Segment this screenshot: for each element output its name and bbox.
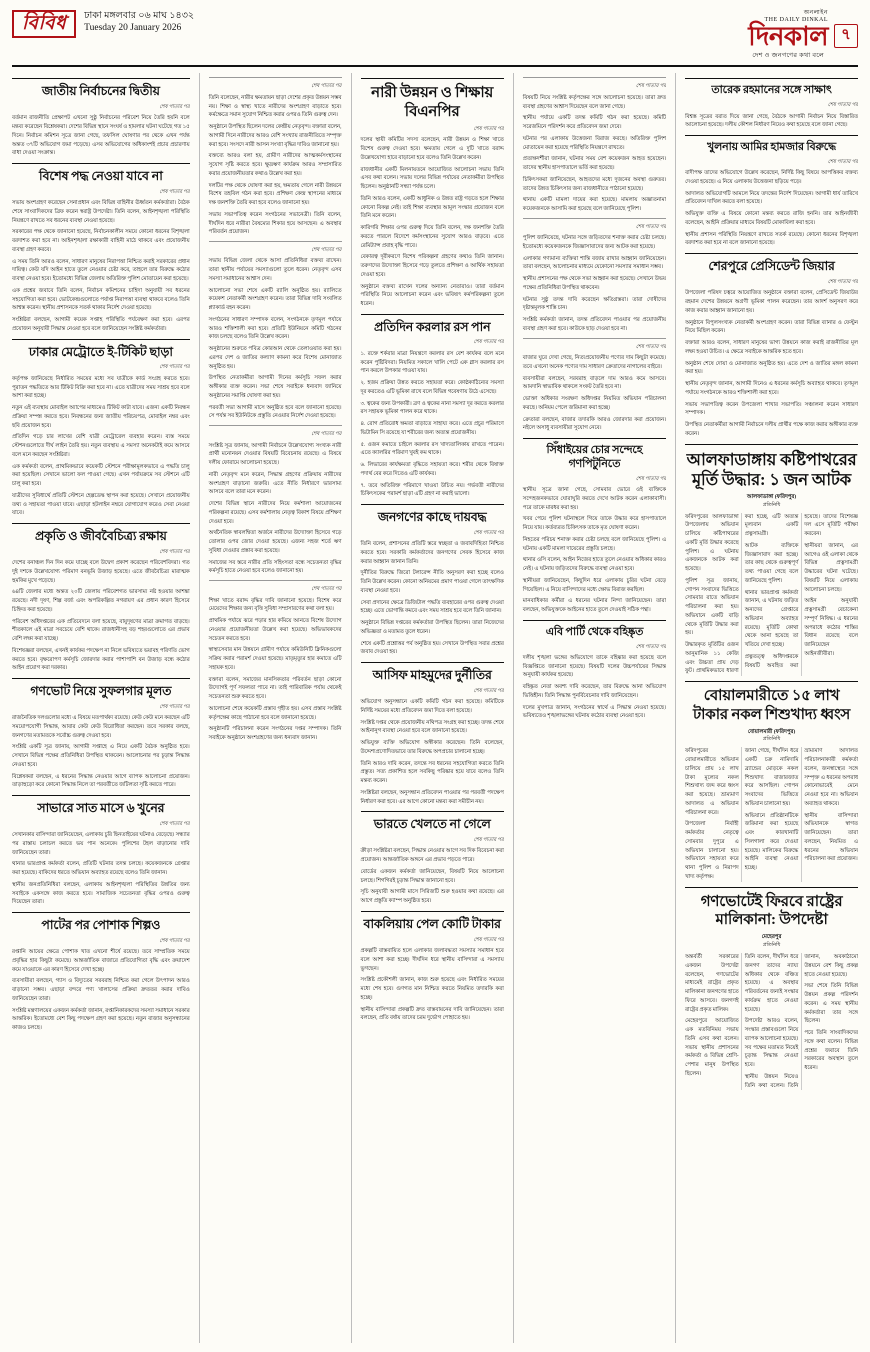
continued-from-label: শেষ পাতার পর — [635, 223, 667, 230]
continued-from-label: শেষ পাতার পর — [159, 937, 190, 944]
paragraph: থানার ভারপ্রাপ্ত কর্মকর্তা জানান, এ ঘটনায় জড়িত অন্যদের গ্রেপ্তারে অভিযান অব্যাহত রয়েছে। মূর্তিটি কোথা থেকে আনা হয়েছে তা খতিয়ে দেখা হচ্ছে। — [744, 589, 799, 649]
article-body — [209, 442, 342, 577]
paragraph: নিহতের পরিচয় শনাক্ত করার চেষ্টা চলছে বলে জানিয়েছে পুলিশ। এ ঘটনায় একটি মামলা দায়েরের প্রস্তুতি চলছে। — [522, 536, 667, 552]
paragraph: আইন অনুযায়ী প্রত্নসামগ্রী বেচাকেনা সম্পূর্ণ নিষিদ্ধ। এ ধরনের অপরাধে কঠোর শাস্তির বিধান রয়েছে বলে জানিয়েছেন আইনজীবীরা। — [804, 598, 858, 657]
paragraph: ঘটনার সুষ্ঠু তদন্ত দাবি করেছেন ক্ষতিগ্রস্তরা। তারা দোষীদের দৃষ্টান্তমূলক শাস্তি চান। — [522, 296, 667, 312]
paragraph: সংশ্লিষ্টরা বলছেন, আগামী কয়েক সপ্তাহ পরিস্থিতি পর্যবেক্ষণ করা হবে। এরপর প্রয়োজন অনুযায়ী সিদ্ধান্ত নেওয়া হবে বলে জানিয়েছেন সংশ্লিষ্ট কর্মকর্তারা। — [12, 317, 190, 332]
paragraph: সভায় বিভিন্ন জেলা থেকে আসা প্রতিনিধিরা বক্তব্য রাখেন। তারা স্থানীয় পর্যায়ের সমস্যাগুলো তুলে ধরেন। নেতৃবৃন্দ এসব সমস্যা সমাধানের আশ্বাস দেন। — [208, 258, 342, 282]
article-body — [12, 114, 190, 158]
paragraph: সভায় সভাপতিত্ব করেন সংগঠনের সভানেত্রী। তিনি বলেন, দীর্ঘদিন ধরে নারীরা বৈষম্যের শিকার হয়ে আসছেন। এ অবস্থার পরিবর্তন প্রয়োজন। — [208, 211, 342, 236]
paragraph: থানায় একটি মামলা দায়ের করা হয়েছে। মামলায় অজ্ঞাতনামা কয়েকজনকে আসামি করা হয়েছে বলে জানিয়েছে পুলিশ। — [522, 197, 667, 213]
paragraph: তিনি বলেছেন, নারীর ক্ষমতায়ন ছাড়া দেশের প্রকৃত উন্নয়ন সম্ভব নয়। শিক্ষা ও স্বাস্থ্য খাতে নারীদের অংশগ্রহণ বাড়াতে হবে। কর্মক্ষেত্রে সমান সুযোগ নিশ্চিত করার ওপরও তিনি গুরুত্ব দেন। — [208, 94, 342, 119]
article-col4-cont-2 — [523, 218, 666, 334]
article-women-development-part3 — [209, 425, 342, 576]
dateline-correspondent: প্রতিনিধি — [762, 942, 781, 948]
continued-from-label: শেষ পাতার পর — [473, 125, 504, 132]
section-rule — [12, 678, 190, 679]
headline[interactable]: গণভোটেই ফিরবে রাষ্ট্রের মালিকানা: উপদেষ্টা — [700, 893, 843, 929]
paragraph: ব্যবসায়ীরা বলছেন, সরবরাহ বাড়লে দাম আরও কমে আসবে। আমদানি স্বাভাবিক থাকলে সংকট তৈরি হবে না। — [522, 375, 667, 391]
headline[interactable]: জনগণের কাছে দায়বদ্ধ — [377, 510, 487, 525]
masthead-left — [12, 10, 194, 38]
paragraph: ব্যবসায়ীরা বলছেন, গ্যাস ও বিদ্যুতের সরবরাহ নিশ্চিত করা গেলে উৎপাদন আরও বাড়ানো সম্ভব। এছাড়া বন্দরে পণ্য খালাসের প্রক্রিয়া দ্রুততর করার দাবিও জানিয়েছেন তারা। — [12, 978, 190, 1002]
article-govt-pension — [12, 678, 190, 790]
brand-name: দিনকাল — [748, 22, 828, 52]
article-dhaka-e-ticket — [12, 339, 190, 518]
paragraph: ফরিদপুরের বোয়ালমারীতে অভিযান চালিয়ে প্রায় ১৫ লাখ টাকা মূল্যের নকল শিশুখাদ্য জব্দ করে ধ্বংস করা হয়েছে। ভ্রাম্যমাণ আদালত এ অভিযান পরিচালনা করে। — [685, 748, 739, 816]
article-body — [361, 947, 504, 1023]
paragraph: ১. রক্তে শর্করার মাত্রা নিয়ন্ত্রণে করলার রস বেশ কার্যকর বলে মনে করেন পুষ্টিবিদরা। নিয়মিত সকালে খালি পেটে এক গ্লাস করলার রস পান করলে উপকার পাওয়া যায়। — [360, 350, 504, 375]
paragraph: এলাকার গণ্যমান্য ব্যক্তিরা শান্তি বজায় রাখার আহ্বান জানিয়েছেন। তারা বলছেন, আলোচনার মাধ্যমে যেকোনো সমস্যার সমাধান সম্ভব। — [522, 255, 667, 271]
section-rule — [361, 314, 504, 315]
paragraph: সেখানকার বাসিন্দারা জানিয়েছেন, এলাকায় চুরি ছিনতাইয়ের ঘটনাও বেড়েছে। সন্ধ্যার পর রাস্তায় চলাচল করতে ভয় পান অনেকে। পুলিশের টহল বাড়ানোর দাবি জানিয়েছেন তারা। — [12, 832, 190, 856]
paragraph: তিনি আরও বলেন, একটি আধুনিক ও উন্নত রাষ্ট্র গড়তে হলে শিক্ষার কোনো বিকল্প নেই। তাই শিক্ষা ব্যবস্থার আমূল সংস্কার প্রয়োজন বলে তিনি মনে করেন। — [360, 195, 504, 220]
paragraph: বিশ্বস্ত সূত্রের বরাত দিয়ে জানা গেছে, বৈঠকে আগামী নির্বাচন নিয়ে বিস্তারিত আলোচনা হয়েছে। দলীয় কৌশল নির্ধারণ নিয়েও কথা হয়েছে বলে জানা গেছে। — [685, 113, 858, 129]
section-rule — [685, 78, 858, 79]
paragraph: সংশ্লিষ্ট একটি সূত্র জানায়, আগামী সপ্তাহে এ নিয়ে একটি বৈঠক অনুষ্ঠিত হবে। সেখানে বিভিন্ন পক্ষের প্রতিনিধিরা উপস্থিত থাকবেন। আলোচনার পর চূড়ান্ত সিদ্ধান্ত নেওয়া হবে। — [12, 744, 190, 768]
headline[interactable]: সিঁধাইয়ের চোর সন্দেহে গণপিটুনিতে — [546, 444, 643, 470]
paragraph: অভিযুক্ত ব্যক্তি এ বিষয়ে কোনো মন্তব্য করতে রাজি হননি। তার আইনজীবী বলেছেন, আইনি প্রক্রিয়ার মাধ্যমে বিষয়টি মোকাবিলা করা হবে। — [685, 211, 858, 226]
paragraph: ৬. লিভারের কার্যক্ষমতা বৃদ্ধিতে সহায়তা করে। শরীর থেকে বিষাক্ত পদার্থ বের করে দিতেও এটি কার্যকর। — [360, 462, 504, 477]
headline[interactable]: বাকলিয়ায় পেল কোটি টাকার — [363, 916, 501, 931]
masthead — [12, 10, 858, 67]
article-body — [685, 747, 858, 881]
paragraph: পুলিশ সূত্র জানায়, গোপন সংবাদের ভিত্তিতে সোমবার রাতে অভিযান পরিচালনা করা হয়। অভিযানে একটি বাড়ি থেকে মূর্তিটি উদ্ধার করা হয়। — [685, 577, 739, 637]
dateline — [685, 728, 858, 745]
paragraph: প্রত্যক্ষদর্শীরা জানান, ঘটনার সময় বেশ কয়েকজন আহত হয়েছেন। তাদের স্থানীয় হাসপাতালে ভর্তি করা হয়েছে। — [522, 156, 667, 172]
paragraph: অন্তর্বর্তী সরকারের একজন উপদেষ্টা বলেছেন, গণভোটের মাধ্যমেই রাষ্ট্রের প্রকৃত মালিকানা জনগণের হাতে ফিরে আসবে। জনগণই রাষ্ট্রের প্রকৃত মালিক। — [685, 954, 739, 1013]
article-body — [685, 289, 858, 438]
article-body — [523, 354, 666, 433]
paragraph: সংগঠনের সাধারণ সম্পাদক বলেন, সংগঠনকে তৃণমূল পর্যায়ে আরও শক্তিশালী করা হবে। প্রতিটি ইউনিয়নে কমিটি গঠনের কাজ চলছে বলেও তিনি উল্লেখ করেন। — [208, 316, 342, 341]
paragraph: তিনি বলেন, দীর্ঘদিন ধরে জনগণ তাদের ন্যায্য অধিকার থেকে বঞ্চিত হয়েছে। এ অবস্থার পরিবর্তনের জন্যই সংস্কার কার্যক্রম হাতে নেওয়া হয়েছে। — [744, 954, 799, 1013]
article-nature-biodiversity — [12, 523, 190, 673]
paragraph: আটক ব্যক্তিকে জিজ্ঞাসাবাদ করা হচ্ছে। তার কাছ থেকে গুরুত্বপূর্ণ তথ্য পাওয়া গেছে বলে জানিয়েছে পুলিশ। — [744, 542, 799, 584]
article-divider — [209, 580, 342, 581]
column-2 — [199, 73, 342, 1343]
article-divider — [523, 77, 666, 78]
paragraph: ৭. তবে অতিরিক্ত পরিমাণে খাওয়া উচিত নয়। গর্ভবতী নারীদের চিকিৎসকের পরামর্শ ছাড়া এটি গ্রহণ না করাই ভালো। — [360, 482, 504, 498]
paragraph: সংশ্লিষ্ট সূত্র জানায়, আগামী নির্বাচনে উল্লেখযোগ্য সংখ্যক নারী প্রার্থী মনোনয়ন দেওয়ার বিষয়টি বিবেচনায় রয়েছে। এ বিষয়ে দলীয় ফোরামে আলোচনা হয়েছে। — [208, 442, 342, 467]
section-rule — [685, 681, 858, 682]
continued-from-label: শেষ পাতার পর — [635, 83, 667, 90]
paragraph: সভায় সভাপতিত্ব করেন উপজেলা শাখার সভাপতি। সঞ্চালনা করেন সাধারণ সম্পাদক। — [685, 401, 858, 417]
paragraph: শেষে একটি প্রশ্নোত্তর পর্ব অনুষ্ঠিত হয়। সেখানে উপস্থিত সবার প্রশ্নের জবাব দেওয়া হয়। — [360, 640, 504, 656]
article-body — [523, 486, 666, 615]
paragraph: সংশ্লিষ্ট কর্মকর্তা জানান, তদন্ত প্রতিবেদন পাওয়ার পর প্রয়োজনীয় ব্যবস্থা গ্রহণ করা হবে। কাউকে ছাড় দেওয়া হবে না। — [522, 317, 667, 332]
paragraph: স্থানীয় উন্নয়ন নিয়েও তিনি কথা বলেন। তিনি জানান, অবকাঠামো উন্নয়নে বেশ কিছু প্রকল্প হাতে নেওয়া হয়েছে। — [744, 954, 858, 1089]
paragraph: অভিযুক্ত ব্যক্তি অভিযোগ অস্বীকার করেছেন। তিনি বলেছেন, উদ্দেশ্যপ্রণোদিতভাবে তার বিরুদ্ধে অপপ্রচার চালানো হচ্ছে। — [360, 740, 504, 755]
paragraph: উপস্থিত নেতাকর্মীরা আগামী দিনের কর্মসূচি সফল করার অঙ্গীকার ব্যক্ত করেন। সভা শেষে সবাইকে ধন্যবাদ জানিয়ে অনুষ্ঠানের সমাপ্তি ঘোষণা করা হয়। — [208, 375, 342, 399]
section-rule — [685, 135, 858, 136]
article-asif-mahmud-corruption — [361, 662, 504, 806]
continued-from-label: শেষ পাতার পর — [473, 687, 504, 694]
paragraph: আদালত অভিযোগটি আমলে নিয়ে তদন্তের নির্দেশ দিয়েছেন। আগামী ধার্য তারিখে প্রতিবেদন দাখিল করতে বলা হয়েছে। — [685, 190, 858, 206]
dateline — [685, 933, 858, 950]
paragraph: সভায় অংশগ্রহণ করেছেন সেনাপ্রধান এবং বিভিন্ন বাহিনীর ঊর্ধ্বতন কর্মকর্তারা। বৈঠক শেষে সাংবাদিকদের ব্রিফ করেন স্বরাষ্ট্র উপদেষ্টা। তিনি বলেন, আইনশৃঙ্খলা পরিস্থিতি নিয়ন্ত্রণে রাখতে সব ধরনের ব্যবস্থা নেওয়া হয়েছে। — [12, 200, 190, 224]
article-special-method — [12, 163, 190, 334]
brand-online-label: অনলাইন — [803, 10, 828, 16]
paragraph: প্রকল্পটি বাস্তবায়িত হলে এলাকার জলাবদ্ধতা সমস্যার সমাধান হবে বলে আশা করা হচ্ছে। দীর্ঘদিন ধরে স্থানীয় বাসিন্দারা এ সমস্যায় ভুগছেন। — [360, 948, 504, 972]
article-india-not-playing — [361, 811, 504, 906]
paragraph: দলটির পক্ষ থেকে ঘোষণা করা হয়, ক্ষমতায় গেলে নারী উন্নয়নে বিশেষ তহবিল গঠন করা হবে। প্রশিক্ষণ কেন্দ্র স্থাপনের মাধ্যমে দক্ষ জনশক্তি তৈরি করা হবে বলেও জানানো হয়। — [208, 182, 342, 207]
paragraph: সমাজের সব স্তরে নারীর প্রতি সহিংসতা বন্ধে সচেতনতা বৃদ্ধির কর্মসূচি হাতে নেওয়া হবে বলেও জানানো হয়। — [208, 559, 342, 575]
article-body — [685, 513, 858, 677]
article-divider — [209, 425, 342, 426]
continued-from-label: শেষ পাতার পর — [159, 703, 190, 710]
article-garment-after-jute — [12, 912, 190, 1033]
paragraph: বক্তারা বলেন, সমাজের মানসিকতার পরিবর্তন ছাড়া কোনো উদ্যোগই পূর্ণ সফলতা পাবে না। তাই পারিবারিক পর্যায় থেকেই সচেতনতা শুরু করতে হবে। — [208, 676, 342, 701]
paragraph: অনুষ্ঠানে বিভিন্ন দপ্তরের কর্মকর্তারা উপস্থিত ছিলেন। তারা নিজেদের অভিজ্ঞতা ও মতামত তুলে ধরেন। — [360, 620, 504, 635]
headline[interactable]: শেরপুরে প্রেসিডেন্ট জিয়ার — [708, 259, 835, 274]
article-body — [12, 375, 190, 518]
section-rule — [12, 163, 190, 164]
continued-from-label: শেষ পাতার পর — [827, 278, 858, 285]
paragraph: সেবা প্রদানের ক্ষেত্রে ডিজিটাল পদ্ধতি ব্যবহারের ওপর গুরুত্ব দেওয়া হচ্ছে। এতে ভোগান্তি কমবে এবং সময় সাশ্রয় হবে বলে তিনি জানান। — [360, 599, 504, 615]
paragraph: প্রত্নতত্ত্ব অধিদপ্তরকে বিষয়টি অবহিত করা হয়েছে। তাদের বিশেষজ্ঞ দল এসে মূর্তিটি পরীক্ষা করবেন। — [744, 513, 858, 669]
dateline-place: আলফাডাঙ্গা (ফরিদপুর) — [746, 493, 797, 500]
masthead-brand — [748, 10, 828, 61]
paragraph: বিশেষজ্ঞরা বলছেন, এখনই কার্যকর পদক্ষেপ না নিলে ভবিষ্যতে ভয়াবহ পরিণতি ভোগ করতে হবে। বৃক্ষরোপণ কর্মসূচি জোরদার করার পাশাপাশি বন উজাড় বন্ধে কঠোর আইন প্রয়োগ করা দরকার। — [12, 647, 190, 672]
article-grid — [12, 73, 858, 1343]
paragraph: সংশ্লিষ্টরা বলছেন, অনুসন্ধান প্রতিবেদন পাওয়ার পর পরবর্তী পদক্ষেপ নির্ধারণ করা হবে। এর আগে কোনো মন্তব্য করা সমীচীন নয়। — [360, 789, 504, 805]
paragraph: সংশ্লিষ্ট প্রকৌশলী জানান, কাজ শুরু হয়েছে এবং নির্ধারিত সময়ের মধ্যে শেষ হবে। গুণগত মান নিশ্চিত করতে নিয়মিত তদারকি করা হচ্ছে। — [360, 977, 504, 1001]
paragraph: বেকারত্ব দূরীকরণে বিশেষ পরিকল্পনা গ্রহণের কথাও তিনি জানান। তরুণদের উদ্যোক্তা হিসেবে গড়ে তুলতে প্রশিক্ষণ ও আর্থিক সহায়তা দেওয়া হবে। — [360, 254, 504, 278]
continued-from-label: শেষ পাতার পর — [159, 364, 190, 371]
paragraph: স্থানীয় বাসিন্দারা প্রকল্পটি দ্রুত বাস্তবায়নের দাবি জানিয়েছেন। তারা বলছেন, প্রতি বর্ষায় তাদের চরম দুর্ভোগ পোহাতে হয়। — [360, 1006, 504, 1022]
paragraph: উপজেলা নির্বাহী কর্মকর্তার নেতৃত্বে সোমবার দুপুরে এ অভিযান চালানো হয়। অভিযানে সহায়তা করে থানা পুলিশ ও নিরাপদ খাদ্য কর্তৃপক্ষ। — [685, 821, 739, 880]
paragraph: দলের মুখপাত্র জানান, সংগঠনের স্বার্থে এ সিদ্ধান্ত নেওয়া হয়েছে। ভবিষ্যতেও শৃঙ্খলাভঙ্গের ঘটনায় কঠোর ব্যবস্থা নেওয়া হবে। — [522, 704, 667, 720]
brand-english-name: THE DAILY DINKAL — [764, 17, 828, 24]
paragraph: উপস্থিত নেতাকর্মীরা আগামী নির্বাচনে দলীয় প্রার্থীর পক্ষে কাজ করার অঙ্গীকার ব্যক্ত করেন। — [685, 422, 858, 437]
section-rule — [361, 811, 504, 812]
article-body — [685, 169, 858, 248]
article-divider — [523, 338, 666, 339]
paragraph: ৪. রোগ প্রতিরোধ ক্ষমতা বাড়াতে সাহায্য করে। এতে প্রচুর পরিমাণে ভিটামিন সি রয়েছে যা শরীরের জন্য অত্যন্ত প্রয়োজনীয়। — [360, 421, 504, 436]
paragraph: অনুষ্ঠানে বিপুলসংখ্যক নেতাকর্মী অংশগ্রহণ করেন। তারা বিভিন্ন ব্যানার ও ফেস্টুন নিয়ে মিছিল করেন। — [685, 319, 858, 335]
paragraph: বক্তারা আরও বলেন, সাধারণ মানুষের ভাগ্য উন্নয়নে কাজ করাই রাজনীতির মূল লক্ষ্য হওয়া উচিত। এ ক্ষেত্রে সবাইকে আন্তরিক হতে হবে। — [685, 340, 858, 355]
paragraph: ঘটনার পর এলাকায় উত্তেজনা বিরাজ করছে। অতিরিক্ত পুলিশ মোতায়েন করা হয়েছে পরিস্থিতি নিয়ন্ত্রণে রাখতে। — [522, 135, 667, 151]
paragraph: স্থানীয়রা জানিয়েছেন, কিছুদিন ধরে এলাকায় চুরির ঘটনা বেড়ে গিয়েছিল। এ নিয়ে বাসিন্দাদের মধ্যে ক্ষোভ বিরাজ করছিল। — [522, 577, 667, 593]
section-rule — [361, 504, 504, 505]
article-body — [12, 199, 190, 334]
paragraph: বিশ্লেষকরা বলছেন, এ ধরনের সিদ্ধান্ত নেওয়ার আগে ব্যাপক আলোচনা প্রয়োজন। তাড়াহুড়ো করে কোনো সিদ্ধান্ত নিলে তা পরবর্তীতে জটিলতা সৃষ্টি করতে পারে। — [12, 773, 190, 789]
section-rule — [685, 253, 858, 254]
headline[interactable]: প্রকৃতি ও জীববৈচিত্র্য রক্ষায় — [35, 529, 167, 544]
continued-from-label: শেষ পাতার পর — [311, 431, 342, 438]
paragraph: অনুষ্ঠান শেষে দোয়া ও মোনাজাত অনুষ্ঠিত হয়। এতে দেশ ও জাতির মঙ্গল কামনা করা হয়। — [685, 360, 858, 376]
paragraph: অনুষ্ঠানের শুরুতে পবিত্র কোরআন থেকে তেলাওয়াত করা হয়। এরপর দেশ ও জাতির কল্যাণ কামনা করে বিশেষ মোনাজাত অনুষ্ঠিত হয়। — [208, 346, 342, 370]
article-alfadanga-statue — [685, 444, 858, 677]
article-sherpur-president-zia — [685, 253, 858, 438]
continued-from-label: শেষ পাতার পর — [159, 820, 190, 827]
section-rule — [12, 78, 190, 79]
headline[interactable]: আলফাডাঙ্গায় কষ্টিপাথরের মূর্তি উদ্ধার: ১ জন আটক — [686, 449, 857, 489]
article-khulna-amir-hamza — [685, 135, 858, 248]
paragraph: পুলিশ জানিয়েছে, ঘটনার সঙ্গে জড়িতদের শনাক্ত করার চেষ্টা চলছে। ইতোমধ্যে কয়েকজনকে জিজ্ঞাসাবাদের জন্য আটক করা হয়েছে। — [522, 235, 667, 250]
continued-from-label: শেষ পাতার পর — [473, 529, 504, 536]
paragraph: সরকারের পক্ষ থেকে জানানো হয়েছে, নির্বাচনকালীন সময়ে কোনো ধরনের বিশৃঙ্খলা বরদাশত করা হবে না। আইনশৃঙ্খলা রক্ষাকারী বাহিনী মাঠে থাকবে এবং প্রয়োজনীয় ব্যবস্থা গ্রহণ করবে। — [12, 229, 190, 253]
paragraph: প্রাথমিক পর্যায়ে ঝরে পড়ার হার কমিয়ে আনতে বিশেষ উদ্যোগ নেওয়ার প্রয়োজনীয়তা উল্লেখ করা হয়েছে। অভিভাবকদের সচেতন করতে হবে। — [208, 618, 342, 642]
article-tarique-rahman-meeting — [685, 78, 858, 130]
paragraph: শিক্ষা খাতে বরাদ্দ বৃদ্ধির দাবি জানানো হয়েছে। বিশেষ করে মেয়েদের শিক্ষার জন্য বৃত্তি সুবিধা সম্প্রসারণের কথা বলা হয়। — [208, 597, 342, 613]
headline[interactable]: বিশেষ পদ্ধ নেওয়া যাবে না — [39, 169, 163, 184]
continued-from-label: শেষ পাতার পর — [473, 837, 504, 844]
article-body — [12, 714, 190, 790]
headline[interactable]: আসিফ মাহমুদের দুর্নীতির — [372, 668, 492, 683]
article-savar-seven-months — [12, 795, 190, 907]
continued-from-label: শেষ পাতার পর — [635, 643, 667, 650]
continued-from-label: শেষ পাতার পর — [635, 475, 667, 482]
paragraph: ৫. ওজন কমাতে চাইলে করলার রস খাদ্যতালিকায় রাখতে পারেন। এতে ক্যালরির পরিমাণ খুবই কম থাকে। — [360, 441, 504, 457]
paragraph: থানার ভারপ্রাপ্ত কর্মকর্তা বলেন, প্রতিটি ঘটনার তদন্ত চলছে। কয়েকজনকে গ্রেপ্তার করা হয়েছে। বাকিদের ধরতে অভিযান অব্যাহত রয়েছে বলেও তিনি জানান। — [12, 861, 190, 877]
paragraph: রপ্তানি আয়ের ক্ষেত্রে পোশাক খাত এখনো শীর্ষে রয়েছে। তবে সাম্প্রতিক সময়ে প্রবৃদ্ধির হার কিছুটা কমেছে। আন্তর্জাতিক বাজারে প্রতিযোগিতা বৃদ্ধি এবং ক্রয়াদেশ কমে যাওয়াকে এর কারণ হিসেবে দেখা হচ্ছে। — [12, 949, 190, 973]
article-body — [361, 847, 504, 906]
paragraph: স্থানীয় সূত্রে জানা গেছে, সোমবার ভোরে ওই ব্যক্তিকে সন্দেহজনকভাবে ঘোরাঘুরি করতে দেখে আটক করেন এলাকাবাসী। পরে তাকে মারধর করা হয়। — [522, 487, 667, 511]
headline[interactable]: পাটের পর পোশাক শিল্পও — [41, 918, 161, 933]
article-accountable-to-people — [361, 504, 504, 657]
paragraph: দেশের বিভিন্ন স্থানে নারীদের নিয়ে কর্মশালা আয়োজনের পরিকল্পনা রয়েছে। এসব কর্মশালায় নেতৃত্ব বিকাশ বিষয়ে প্রশিক্ষণ দেওয়া হবে। — [208, 501, 342, 525]
article-body — [361, 350, 504, 499]
headline[interactable]: তারেক রহমানের সঙ্গে সাক্ষাৎ — [711, 84, 832, 97]
continued-from-label: শেষ পাতার পর — [159, 548, 190, 555]
paragraph: অনুষ্ঠানে বক্তব্য রাখেন দলের অন্যান্য নেতারাও। তারা বর্তমান পরিস্থিতি নিয়ে আলোচনা করেন এবং ভবিষ্যৎ কর্মপরিকল্পনা তুলে ধরেন। — [360, 283, 504, 308]
paragraph: মেহেরপুরে আয়োজিত এক মতবিনিময় সভায় তিনি এসব কথা বলেন। সভায় স্থানীয় প্রশাসনের কর্মকর্তা ও বিভিন্ন শ্রেণি-পেশার মানুষ উপস্থিত ছিলেন। — [685, 1018, 739, 1077]
paragraph: বহিষ্কৃত নেতা অবশ্য দাবি করেছেন, তার বিরুদ্ধে আনা অভিযোগ ভিত্তিহীন। তিনি সিদ্ধান্ত পুনর্বিবেচনার দাবি জানিয়েছেন। — [522, 684, 667, 699]
paragraph: স্থানীয় নেতৃবৃন্দ জানান, আগামী দিনেও এ ধরনের কর্মসূচি অব্যাহত থাকবে। তৃণমূল পর্যায়ে সংগঠনকে আরও শক্তিশালী করা হবে। — [685, 381, 858, 396]
paragraph: বোর্ডের একজন কর্মকর্তা জানিয়েছেন, বিষয়টি নিয়ে আলোচনা চলছে। শিগগিরই চূড়ান্ত সিদ্ধান্ত জানানো হবে। — [360, 868, 504, 884]
article-body — [361, 136, 504, 309]
article-divider — [209, 77, 342, 78]
article-body — [209, 257, 342, 421]
paragraph: মানবাধিকার কর্মীরা এ ধরনের ঘটনার নিন্দা জানিয়েছেন। তারা বলছেন, অভিযুক্তকে আইনের হাতে তুলে দেওয়াই সঠিক পন্থা। — [522, 598, 667, 614]
section-rule — [523, 620, 666, 621]
article-body — [361, 698, 504, 806]
paragraph: দলের স্থায়ী কমিটির সদস্য বলেছেন, নারী উন্নয়ন ও শিক্ষা খাতে বিশেষ গুরুত্ব দেওয়া হবে। ক্ষমতায় গেলে এ দুটি খাতে বরাদ্দ উল্লেখযোগ্য হারে বাড়ানো হবে বলেও তিনি উল্লেখ করেন। — [360, 137, 504, 161]
headline[interactable]: এবি পার্টি থেকে বহিষ্কৃত — [545, 625, 644, 638]
paragraph: রাজধানীর একটি মিলনায়তনে আয়োজিত আলোচনা সভায় তিনি এসব কথা বলেন। সভায় দলের বিভিন্ন পর্যায়ের নেতাকর্মীরা উপস্থিত ছিলেন। অনুষ্ঠানটি সন্ধ্যা পর্যন্ত চলে। — [360, 166, 504, 191]
section-rule — [12, 912, 190, 913]
paragraph: স্থানীয় জনপ্রতিনিধিরা বলছেন, এলাকায় আইনশৃঙ্খলা পরিস্থিতির উন্নতির জন্য সবাইকে একসঙ্গে কাজ করতে হবে। সামাজিক সচেতনতা বৃদ্ধির ওপরও গুরুত্ব দিয়েছেন তারা। — [12, 881, 190, 906]
paragraph: দেশের বনাঞ্চল দিন দিন কমে যাচ্ছে বলে উদ্বেগ প্রকাশ করেছেন পরিবেশবিদরা। গত দুই দশকে উল্লেখযোগ্য পরিমাণ বনভূমি উজাড় হয়েছে। এতে জীববৈচিত্র্য মারাত্মক হুমকির মুখে পড়েছে। — [12, 560, 190, 584]
paragraph: স্থানীয়রা জানান, এর আগেও ওই এলাকা থেকে বিভিন্ন প্রত্নসামগ্রী উদ্ধারের ঘটনা ঘটেছে। বিষয়টি নিয়ে এলাকায় আলোচনা চলছে। — [804, 542, 858, 593]
article-body — [361, 540, 504, 657]
section-rule — [361, 911, 504, 912]
continued-from-label: শেষ পাতার পর — [159, 188, 190, 195]
article-women-development-part4 — [209, 580, 342, 743]
article-col4-cont-3 — [523, 338, 666, 433]
column-5 — [675, 73, 858, 1343]
dateline-correspondent: প্রতিনিধি — [762, 502, 781, 508]
paragraph: অনুষ্ঠানে উপস্থিত ছিলেন দলের কেন্দ্রীয় নেতৃবৃন্দ। বক্তারা বলেন, আগামী দিনে নারীদের আরও বেশি সংখ্যায় রাজনীতিতে সম্পৃক্ত করা হবে। সংসদে নারী আসন সংখ্যা বৃদ্ধির দাবিও জানানো হয়। — [208, 124, 342, 148]
article-body — [523, 234, 666, 334]
paragraph: অভিযানে প্রতিষ্ঠানটিকে জরিমানা করা হয়েছে এবং কারখানাটি সিলগালা করে দেওয়া হয়েছে। মালিকের বিরুদ্ধে আইনি ব্যবস্থা নেওয়া হচ্ছে। — [744, 812, 799, 872]
continued-from-label: শেষ পাতার পর — [635, 343, 667, 350]
paragraph: পরে তিনি সাংবাদিকদের সঙ্গে কথা বলেন। বিভিন্ন প্রশ্নের জবাবে তিনি সরকারের অবস্থান তুলে ধরেন। — [804, 1030, 858, 1072]
paragraph: সংশ্লিষ্ট মন্ত্রণালয়ের একজন কর্মকর্তা জানান, রপ্তানিকারকদের সমস্যা সমাধানে সরকার আন্তরিক। ইতোমধ্যে বেশ কিছু পদক্ষেপ গ্রহণ করা হয়েছে। নতুন বাজার অনুসন্ধানের কাজও চলছে। — [12, 1007, 190, 1032]
paragraph: উপদেষ্টা আরও বলেন, সংস্কার প্রস্তাবগুলো নিয়ে ব্যাপক আলোচনা হয়েছে। সব পক্ষের মতামত নিয়েই চূড়ান্ত সিদ্ধান্ত নেওয়া হবে। — [744, 1018, 799, 1069]
article-national-election-second — [12, 78, 190, 158]
paragraph: যাত্রীদের সুবিধার্থে প্রতিটি স্টেশনে হেল্পডেস্ক স্থাপন করা হয়েছে। সেখানে প্রয়োজনীয় তথ্য ও সহায়তা পাওয়া যাবে। এছাড়া হটলাইন নম্বরে যোগাযোগ করেও সেবা নেওয়া যাবে। — [12, 492, 190, 517]
paragraph: জানা গেছে, দীর্ঘদিন ধরে একটি চক্র নামিদামি ব্র্যান্ডের মোড়কে নকল শিশুখাদ্য বাজারজাত করে আসছিল। গোপন সংবাদের ভিত্তিতে অভিযান চালানো হয়। — [744, 748, 799, 807]
paragraph: ভোক্তা অধিকার সংরক্ষণ অধিদপ্তর নিয়মিত অভিযান পরিচালনা করছে। অনিয়ম পেলে জরিমানা করা হচ্ছে। — [522, 396, 667, 411]
paragraph: কর্তৃপক্ষ জানিয়েছে নির্ধারিত সময়ের মধ্যে সব যাত্রীকে কার্ড সংগ্রহ করতে হবে। পুরাতন পদ্ধতিতে আর টিকিট বিক্রি করা হবে না। এতে যাত্রীদের সময় সাশ্রয় হবে বলে আশা করা হচ্ছে। — [12, 375, 190, 400]
paragraph: তিনি আরও দাবি করেন, তদন্তে সব ধরনের সহযোগিতা করতে তিনি প্রস্তুত। সত্য প্রকাশিত হলে সবকিছু পরিষ্কার হয়ে যাবে বলেও তিনি মন্তব্য করেন। — [360, 760, 504, 785]
article-daily-karela-juice — [361, 314, 504, 499]
paragraph: খবর পেয়ে পুলিশ ঘটনাস্থলে গিয়ে তাকে উদ্ধার করে হাসপাতালে নিয়ে যায়। কর্তব্যরত চিকিৎসক তাকে মৃত ঘোষণা করেন। — [522, 516, 667, 532]
article-body — [12, 948, 190, 1033]
continued-from-label: শেষ পাতার পর — [827, 158, 858, 165]
paragraph: ক্রীড়া সংশ্লিষ্টরা বলছেন, সিদ্ধান্ত নেওয়ার আগে সব দিক বিবেচনা করা প্রয়োজন। আন্তর্জাতিক অঙ্গনে এর প্রভাব পড়তে পারে। — [360, 848, 504, 864]
article-women-development-bnp — [361, 78, 504, 308]
paragraph: এক কর্মকর্তা বলেন, প্রাথমিকভাবে কয়েকটি স্টেশনে পরীক্ষামূলকভাবে এ পদ্ধতি চালু করা হয়েছিল। সেখানে ভালো ফল পাওয়া গেছে। এখন পর্যায়ক্রমে সব স্টেশনে এটি চালু করা হবে। — [12, 463, 190, 488]
continued-from-label: শেষ পাতার পর — [473, 936, 504, 943]
section-rule — [361, 78, 504, 79]
section-rule — [12, 339, 190, 340]
masthead-right — [748, 10, 858, 61]
paragraph: ফরিদপুরের আলফাডাঙ্গা উপজেলায় অভিযান চালিয়ে কষ্টিপাথরের একটি মূর্তি উদ্ধার করেছে পুলিশ। এ ঘটনায় একজনকে আটক করা হয়েছে। — [685, 513, 739, 573]
section-logo: বিবিধ — [12, 10, 76, 38]
article-snake-suspicion-lynching — [523, 438, 666, 615]
article-body — [209, 597, 342, 743]
article-women-development-part2 — [209, 241, 342, 421]
paragraph: সূচি অনুযায়ী আগামী মাসে সিরিজটি শুরু হওয়ার কথা রয়েছে। এর আগে প্রস্তুতি ক্যাম্প অনুষ্ঠিত হবে। — [360, 889, 504, 905]
paragraph: অনুষ্ঠানটি পরিচালনা করেন সংগঠনের দপ্তর সম্পাদক। তিনি সবাইকে অনুষ্ঠানে অংশগ্রহণের জন্য ধন্যবাদ জানান। — [208, 726, 342, 742]
article-ebi-party — [523, 620, 666, 721]
article-body — [12, 831, 190, 907]
continued-from-label: শেষ পাতার পর — [473, 339, 504, 346]
section-rule — [361, 662, 504, 663]
paragraph: আলোচনা শেষে কয়েকটি প্রস্তাব গৃহীত হয়। এসব প্রস্তাব সংশ্লিষ্ট কর্তৃপক্ষের কাছে পাঠানো হবে বলে জানানো হয়েছে। — [208, 705, 342, 721]
section-rule — [685, 887, 858, 888]
dateline-correspondent: প্রতিনিধি — [762, 737, 781, 743]
paragraph: বাদীপক্ষ তাদের অভিযোগে উল্লেখ করেছেন, নির্দিষ্ট কিছু বিষয়ে আপত্তিকর বক্তব্য দেওয়া হয়েছে। এ নিয়ে এলাকায় উত্তেজনা ছড়িয়ে পড়ে। — [685, 170, 858, 185]
paragraph: নারী নেতৃবৃন্দ মনে করেন, সিদ্ধান্ত গ্রহণের প্রক্রিয়ায় নারীদের অংশগ্রহণ বাড়ানো জরুরি। এতে নীতি নির্ধারণে ভারসাম্য আসবে বলে তারা মনে করেন। — [208, 471, 342, 496]
paragraph: তিনি বলেন, প্রশাসনের প্রতিটি স্তরে স্বচ্ছতা ও জবাবদিহিতা নিশ্চিত করতে হবে। সরকারি কর্মকর্তাদের জনগণের সেবক হিসেবে কাজ করার আহ্বান জানান তিনি। — [360, 541, 504, 565]
paragraph: বাজার ঘুরে দেখা গেছে, নিত্যপ্রয়োজনীয় পণ্যের দাম কিছুটা কমেছে। তবে এখনো অনেক পণ্যের দাম সাধারণ ক্রেতাদের নাগালের বাইরে। — [522, 355, 667, 370]
paragraph: নতুন এই ব্যবস্থায় মোবাইল অ্যাপের মাধ্যমেও টিকিট কাটা যাবে। এজন্য একটি নিবন্ধন প্রক্রিয়া সম্পন্ন করতে হবে। নিবন্ধনের জন্য জাতীয় পরিচয়পত্র, মোবাইল নম্বর এবং ছবি প্রয়োজন হবে। — [12, 405, 190, 429]
column-3 — [351, 73, 504, 1343]
paragraph: দুর্নীতির বিরুদ্ধে জিরো টলারেন্স নীতি অনুসরণ করা হচ্ছে বলেও তিনি উল্লেখ করেন। কোনো অনিয়মের প্রমাণ পাওয়া গেলে তাৎক্ষণিক ব্যবস্থা নেওয়া হবে। — [360, 570, 504, 594]
article-boalmari-baby-food — [685, 681, 858, 882]
page-number: ৭ — [834, 24, 858, 48]
paragraph: স্থানীয় প্রশাসন পরিস্থিতি নিয়ন্ত্রণে রাখতে সতর্ক রয়েছে। কোনো ধরনের বিশৃঙ্খলা বরদাশত করা হবে না বলে জানানো হয়েছে। — [685, 231, 858, 247]
article-col4-cont-1 — [523, 77, 666, 213]
section-rule — [12, 795, 190, 796]
headline[interactable]: সাভারে সাত মাসে ৬ খুনের — [37, 801, 165, 816]
headline[interactable]: গণভোট নিয়ে সুফলগার মূলত — [30, 684, 172, 699]
paragraph: সংশ্লিষ্ট দপ্তর থেকে প্রয়োজনীয় নথিপত্র সংগ্রহ করা হচ্ছে। তদন্ত শেষে আইনানুগ ব্যবস্থা নেওয়া হবে বলে জানানো হয়েছে। — [360, 719, 504, 735]
article-body — [209, 94, 342, 237]
headline[interactable]: ভারতে খেলতে না গেলে — [373, 817, 491, 832]
article-divider — [209, 241, 342, 242]
paragraph: দলীয় শৃঙ্খলা ভঙ্গের অভিযোগে তাকে বহিষ্কার করা হয়েছে বলে বিজ্ঞপ্তিতে জানানো হয়েছে। বিষয়টি দলের উচ্চপর্যায়ের সিদ্ধান্ত অনুযায়ী কার্যকর হয়েছে। — [522, 654, 667, 679]
article-divider — [523, 218, 666, 219]
headline[interactable]: নারী উন্নয়ন ও শিক্ষায় বিএনপির — [371, 85, 494, 121]
paragraph: বক্তব্যে আরও বলা হয়, গ্রামীণ নারীদের আত্মকর্মসংস্থানের সুযোগ সৃষ্টি করতে হবে। ক্ষুদ্রঋণ কার্যক্রম আরও সম্প্রসারিত করার প্রয়োজনীয়তার কথাও উল্লেখ করা হয়। — [208, 153, 342, 177]
paragraph: রাজনৈতিক দলগুলোর মধ্যে এ বিষয়ে মতপার্থক্য রয়েছে। কেউ কেউ মনে করছেন এটি সময়োপযোগী সিদ্ধান্ত, আবার কেউ কেউ বিরোধিতা করছেন। তবে সরকার বলছে, জনগণের মতামতকে সর্বোচ্চ গুরুত্ব দেওয়া হবে। — [12, 715, 190, 739]
paragraph: ৬৪টি জেলার মধ্যে অন্তত ২০টি জেলায় পরিবেশগত ভারসাম্য নষ্ট হওয়ার আশঙ্কা রয়েছে। নদী দূষণ, শিল্প বর্জ্য এবং অপরিকল্পিত নগরায়ণ এর প্রধান কারণ হিসেবে চিহ্নিত করা হয়েছে। — [12, 589, 190, 613]
paragraph: প্রতিদিন গড়ে চার লাখের বেশি যাত্রী মেট্রোরেল ব্যবহার করেন। ব্যস্ত সময়ে স্টেশনগুলোতে দীর্ঘ লাইন তৈরি হয়। নতুন ব্যবস্থায় এ সমস্যা অনেকটাই কমে আসবে বলে মনে করছেন সংশ্লিষ্টরা। — [12, 434, 190, 458]
continued-from-label: শেষ পাতার পর — [311, 247, 342, 254]
section-rule — [685, 444, 858, 445]
article-body — [12, 559, 190, 673]
paragraph: উপজেলা পরিষদ চত্বরে আয়োজিত অনুষ্ঠানে বক্তারা বলেন, প্রেসিডেন্ট জিয়াউর রহমান দেশের উন্নয়নে অগ্রণী ভূমিকা পালন করেছেন। তার আদর্শ অনুসরণ করে কাজ করার আহ্বান জানানো হয়। — [685, 290, 858, 314]
article-baklia-crore-tender — [361, 911, 504, 1023]
paragraph: পরবর্তী সভা আগামী মাসে অনুষ্ঠিত হবে বলে জানানো হয়েছে। সে পর্যন্ত সব ইউনিটকে প্রস্তুতি নেওয়ার নির্দেশ দেওয়া হয়েছে। — [208, 404, 342, 420]
brand-tagline: দেশ ও জনগণের কথা বলে — [752, 52, 825, 60]
continued-from-label: শেষ পাতার পর — [159, 104, 190, 110]
paragraph: স্থানীয় পর্যায়ে একটি তদন্ত কমিটি গঠন করা হয়েছে। কমিটি সরেজমিনে পরিদর্শন করে প্রতিবেদন জমা দেবে। — [522, 115, 667, 131]
paragraph: আলোচনা সভা শেষে একটি র‍্যালি অনুষ্ঠিত হয়। র‍্যালিতে কয়েকশ নেতাকর্মী অংশগ্রহণ করেন। তারা বিভিন্ন দাবি সংবলিত প্ল্যাকার্ড বহন করেন। — [208, 287, 342, 312]
section-rule — [523, 438, 666, 439]
paragraph: স্থানীয় বাসিন্দারা অভিযানকে স্বাগত জানিয়েছেন। তারা বলছেন, নিয়মিত এ ধরনের অভিযান পরিচালনা করা প্রয়োজন। — [804, 812, 858, 863]
headline[interactable]: প্রতিদিন করলার রস পান — [373, 319, 491, 334]
date-bengali: ঢাকা মঙ্গলবার ০৬ মাঘ ১৪৩২ — [84, 11, 195, 21]
dateline — [685, 493, 858, 510]
paragraph: সভা শেষে তিনি বিভিন্ন উন্নয়ন প্রকল্প পরিদর্শন করেন। এ সময় স্থানীয় কর্মকর্তারা তার সঙ্গে ছিলেন। — [804, 983, 858, 1025]
paragraph: কারিগরি শিক্ষার ওপর গুরুত্ব দিয়ে তিনি বলেন, দক্ষ জনশক্তি তৈরি করতে পারলে বিদেশে কর্মসংস্থানের সুযোগ আরও বাড়বে। এতে রেমিট্যান্স প্রবাহ বৃদ্ধি পাবে। — [360, 225, 504, 249]
article-body — [685, 113, 858, 131]
article-body — [523, 94, 666, 214]
date-english: Tuesday 20 January 2026 — [84, 22, 182, 33]
headline[interactable]: বোয়ালমারীতে ১৫ লাখ টাকার নকল শিশুখাদ্য ধ্বংস — [692, 688, 851, 723]
article-referendum-state-ownership — [685, 887, 858, 1091]
article-body — [523, 654, 666, 721]
dateline-place: মেহেরপুর — [761, 934, 782, 941]
paragraph: পরিবেশ অধিদপ্তরের এক প্রতিবেদনে বলা হয়েছে, বায়ুদূষণের মাত্রা ক্রমাগত বাড়ছে। শীতকালে এই মাত্রা সবচেয়ে বেশি থাকে। রাজধানীসহ বড় শহরগুলোতে এর প্রভাব বেশি লক্ষ্য করা যাচ্ছে। — [12, 618, 190, 643]
paragraph: স্বাস্থ্যসেবার মান উন্নয়নে গ্রামীণ পর্যায়ে কমিউনিটি ক্লিনিকগুলো সক্রিয় করার পরামর্শ দেওয়া হয়েছে। মাতৃমৃত্যুর হার কমাতে এটি সহায়ক হবে। — [208, 647, 342, 671]
paragraph: স্থানীয় প্রশাসনের পক্ষ থেকে সভা আহ্বান করা হয়েছে। সেখানে উভয় পক্ষের প্রতিনিধিরা উপস্থিত থাকবেন। — [522, 276, 667, 291]
article-women-development-bnp-cont — [209, 77, 342, 237]
paragraph: উদ্ধারকৃত মূর্তিটির ওজন আনুমানিক ১১ কেজি এবং উচ্চতা প্রায় দেড় ফুট। প্রাথমিকভাবে ধারণা করা হচ্ছে, এটি অত্যন্ত মূল্যবান একটি প্রত্নসামগ্রী। — [685, 513, 799, 675]
paragraph: চিকিৎসকরা জানিয়েছেন, আহতদের মধ্যে দুজনের অবস্থা গুরুতর। তাদের উন্নত চিকিৎসার জন্য রাজধানীতে পাঠানো হয়েছে। — [522, 176, 667, 192]
headline[interactable]: জাতীয় নির্বাচনের দ্বিতীয় — [41, 84, 160, 99]
headline[interactable]: খুলনায় আমির হামজার বিরুদ্ধে — [707, 141, 837, 154]
section-rule — [12, 523, 190, 524]
paragraph: বিষয়টি নিয়ে সংশ্লিষ্ট কর্তৃপক্ষের সঙ্গে আলোচনা হয়েছে। তারা দ্রুত ব্যবস্থা গ্রহণের আশ্বাস দিয়েছেন বলে জানা গেছে। — [522, 94, 667, 110]
paragraph: থানার ওসি বলেন, আইন নিজের হাতে তুলে নেওয়ার অধিকার কারও নেই। এ ঘটনায় জড়িতদের বিরুদ্ধে ব্যবস্থা নেওয়া হবে। — [522, 557, 667, 573]
paragraph: বর্তমান রাজনীতি প্রেক্ষাপট এখনো সুষ্ঠু নির্বাচনের পরিবেশ নিয়ে তৈরি হয়নি বলে মন্তব্য করেছেন বিশ্লেষকরা। দেশের বিভিন্ন স্থানে সংঘর্ষ ও হামলার ঘটনা ঘটেছে গত ১৫ দিনে। নির্বাচন কমিশন সূত্রে জানা গেছে, তফসিল ঘোষণার পর থেকে এখন পর্যন্ত অন্তত ৩৭টি অভিযোগ জমা পড়েছে। এসব অভিযোগের অধিকাংশই প্রচার প্রচারণায় বাধা দেওয়া সংক্রান্ত। — [12, 115, 190, 157]
masthead-dates — [84, 10, 194, 35]
dateline-place: বোয়ালমারী (ফরিদপুর) — [747, 728, 796, 735]
continued-from-label: শেষ পাতার পর — [311, 586, 342, 593]
paragraph: ভ্রাম্যমাণ আদালত পরিচালনাকারী কর্মকর্তা বলেন, জনস্বাস্থ্যের সঙ্গে সম্পৃক্ত এ ধরনের অপরাধ কোনোভাবেই মেনে নেওয়া হবে না। অভিযান অব্যাহত থাকবে। — [804, 748, 858, 807]
paragraph: ক্রেতারা বলছেন, বাজার তদারকি আরও জোরদার করা প্রয়োজন। নইলে অসাধু ব্যবসায়ীরা সুযোগ নেবে। — [522, 416, 667, 432]
paragraph: এক প্রশ্নের জবাবে তিনি বলেন, নির্বাচন কমিশনের চাহিদা অনুযায়ী সব ধরনের সহযোগিতা করা হবে। ভোটকেন্দ্রগুলোতে পর্যাপ্ত নিরাপত্তা ব্যবস্থা থাকবে বলেও তিনি আশ্বস্ত করেন। স্থানীয় প্রশাসনকে সতর্ক থাকার নির্দেশ দেওয়া হয়েছে। — [12, 287, 190, 312]
paragraph: অভিযোগ অনুসন্ধানে একটি কমিটি গঠন করা হয়েছে। কমিটিকে নির্দিষ্ট সময়ের মধ্যে প্রতিবেদন জমা দিতে বলা হয়েছে। — [360, 699, 504, 714]
continued-from-label: শেষ পাতার পর — [311, 83, 342, 90]
continued-from-label: শেষ পাতার পর — [827, 102, 858, 109]
headline[interactable]: ঢাকার মেট্রোতে ই-টিকিট ছাড়া — [28, 344, 173, 359]
paragraph: ৩. ত্বকের জন্য উপকারী। ব্রণ ও ত্বকের নানা সমস্যা দূর করতে করলার রস সহায়ক ভূমিকা পালন করে থাকে। — [360, 400, 504, 416]
paragraph: এ সময় তিনি আরও বলেন, সাধারণ মানুষের নিরাপত্তা নিশ্চিত করাই সরকারের প্রধান দায়িত্ব। কেউ যদি আইন হাতে তুলে নেওয়ার চেষ্টা করে, তাহলে তার বিরুদ্ধে কঠোর ব্যবস্থা নেওয়া হবে। ইতোমধ্যে বিভিন্ন জেলায় অতিরিক্ত পুলিশ মোতায়েন করা হয়েছে। — [12, 258, 190, 283]
column-4 — [513, 73, 666, 1343]
article-body — [685, 953, 858, 1090]
paragraph: অর্থনৈতিক স্বাবলম্বিতা অর্জনে নারীদের উদ্যোক্তা হিসেবে গড়ে তোলার ওপর জোর দেওয়া হয়েছে। এজন্য সহজ শর্তে ঋণ সুবিধা দেওয়ার প্রস্তাব করা হয়েছে। — [208, 530, 342, 554]
column-1 — [12, 73, 190, 1343]
paragraph: ২. হজম প্রক্রিয়া উন্নত করতে সহায়তা করে। কোষ্ঠকাঠিন্যের সমস্যা দূর করতেও এটি ভূমিকা রাখে বলে বিভিন্ন গবেষণায় উঠে এসেছে। — [360, 380, 504, 395]
